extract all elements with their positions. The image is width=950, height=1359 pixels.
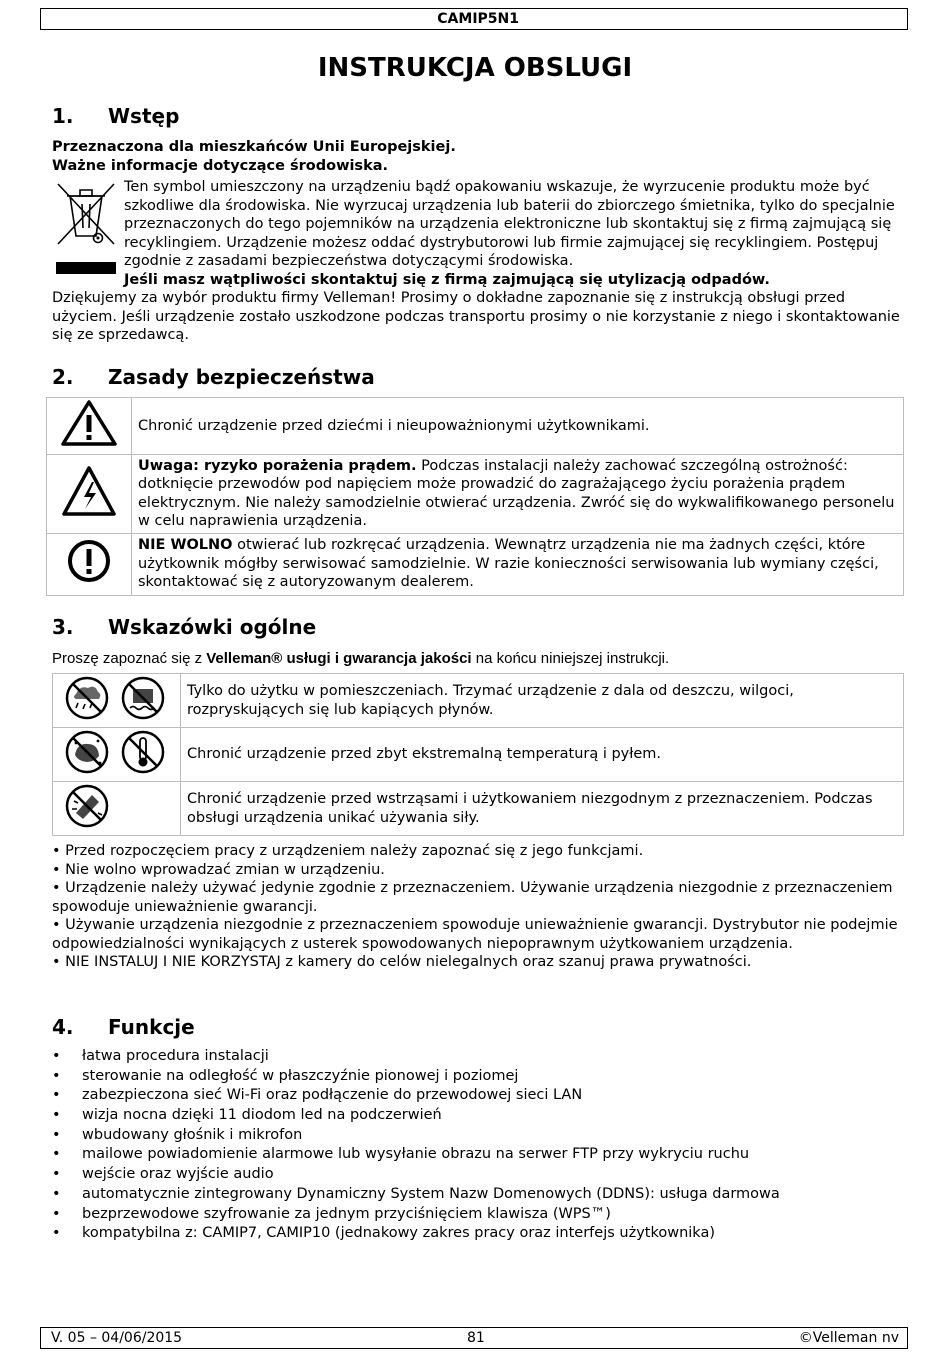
copyright: ©Velleman nv: [798, 1330, 899, 1346]
version: V. 05 – 04/06/2015: [51, 1330, 183, 1346]
list-item: • NIE INSTALUJ I NIE KORZYSTAJ z kamery do celów nielegalnych oraz szanuj prawa prywatności.: [52, 954, 752, 970]
no-rain-icons: [62, 675, 172, 721]
list-item: • bezprzewodowe szyfrowanie za jednym przyciśnięciem klawisza (WPS™): [52, 1205, 780, 1225]
section-2-heading: 2. Zasady bezpieczeństwa: [52, 365, 375, 389]
list-item: • łatwa procedura instalacji: [52, 1047, 780, 1067]
general-bullets: [52, 842, 902, 972]
section-4-heading: 4. Funkcje: [52, 1015, 195, 1039]
electric-shock-icon: [47, 454, 132, 533]
page-footer: [40, 1327, 908, 1349]
guidelines-table: [52, 673, 904, 836]
section-1-heading: 1. Wstęp: [52, 104, 180, 128]
weee-bar: [56, 262, 116, 274]
features-list: [52, 1047, 780, 1244]
thanks-text: Dziękujemy za wybór produktu firmy Velleman! Prosimy o dokładne zapoznanie się z instrukcją obsługi przed użyciem. Jeśli urządzenie zostało uszkodzone podczas transportu prosimy o nie korzystanie z niego i skontaktowanie się ze sprzedawcą.: [52, 290, 900, 343]
safety-row-open: NIE WOLNO otwierać lub rozkręcać urządzenia. Wewnątrz urządzenia nie ma żadnych części, które użytkownik mógłby serwisować samodzielnie. W razie konieczności serwisowania lub wymiany części, skontaktować się z autoryzowanym dealerem.: [132, 533, 904, 595]
weee-bin-icon: [52, 178, 118, 248]
page-number: 81: [467, 1330, 485, 1346]
list-item: • Urządzenie należy używać jedynie zgodnie z przeznaczeniem. Używanie urządzenia niezgodnie z przeznaczeniem spowoduje unieważnienie gwarancji.: [52, 880, 893, 915]
list-item: • mailowe powiadomienie alarmowe lub wysyłanie obrazu na serwer FTP przy wykryciu ruchu: [52, 1145, 780, 1165]
list-item: • Przed rozpoczęciem pracy z urządzeniem należy zapoznać się z jego funkcjami.: [52, 843, 644, 859]
safety-row-children: Chronić urządzenie przed dziećmi i nieupoważnionymi użytkownikami.: [132, 398, 904, 455]
list-item: • Używanie urządzenia niezgodnie z przeznaczeniem spowoduje unieważnienie gwarancji. Dystrybutor nie podejmie odpowiedzialności wynikających z usterek spowodowanych niepoprawnym użytkowaniem urządzenia.: [52, 917, 898, 952]
no-shock-icon: [62, 783, 172, 829]
list-item: • wejście oraz wyjście audio: [52, 1165, 780, 1185]
page-header: [40, 8, 908, 30]
list-item: • zabezpieczona sieć Wi-Fi oraz podłączenie do przewodowej sieci LAN: [52, 1086, 780, 1106]
guideline-shock: Chronić urządzenie przed wstrząsami i użytkowaniem niezgodnym z przeznaczeniem. Podczas obsługi urządzenia unikać używania siły.: [181, 782, 904, 836]
list-item: • Nie wolno wprowadzać zmian w urządzeniu.: [52, 861, 385, 878]
model-code: CAMIP5N1: [437, 11, 519, 27]
no-dust-temperature-icons: [62, 729, 172, 775]
list-item: • automatycznie zintegrowany Dynamiczny System Nazw Domenowych (DDNS): usługa darmowa: [52, 1185, 780, 1205]
list-item: • kompatybilna z: CAMIP7, CAMIP10 (jednakowy zakres pracy oraz interfejs użytkownika): [52, 1224, 780, 1244]
guideline-indoor: Tylko do użytku w pomieszczeniach. Trzymać urządzenie z dala od deszczu, wilgoci, rozpryskujących się lub kapiących płynów.: [181, 674, 904, 728]
list-item: • sterowanie na odległość w płaszczyźnie pionowej i poziomej: [52, 1067, 780, 1087]
warning-triangle-icon: [47, 398, 132, 455]
weee-text: Ten symbol umieszczony na urządzeniu bądź opakowaniu wskazuje, że wyrzucenie produktu może być szkodliwe dla środowiska. Nie wyrzucaj urządzenia lub baterii do zbiorczego śmietnika, tylko do specjalnie przeznaczonych do tego pojemników na urządzenia elektroniczne lub skontaktuj się z firmą zajmującą się recyklingiem. Urządzenie możesz oddać dystrybutorowi lub firmie zajmującej się recyklingiem. Postępuj zgodnie z zasadami bezpieczeństwa dotyczącymi środowiska. Jeśli masz wątpliwości skontaktuj się z firmą zajmującą się utylizacją odpadów.: [124, 179, 895, 288]
safety-row-shock: Uwaga: ryzyko porażenia prądem. Podczas instalacji należy zachować szczególną ostrożność: dotknięcie przewodów pod napięciem może prowadzić do zagrażającego życiu porażenia prądem elektrycznym. Nie należy samodzielnie otwierać urządzenia. Zwróć się do wykwalifikowanego personelu w celu naprawienia urządzenia.: [132, 454, 904, 533]
eu-notice: Przeznaczona dla mieszkańców Unii Europejskiej. Ważne informacje dotyczące środowiska.: [52, 139, 456, 174]
list-item: • wbudowany głośnik i mikrofon: [52, 1126, 780, 1146]
exclamation-circle-icon: [47, 533, 132, 595]
document-title: INSTRUKCJA OBSLUGI: [317, 53, 633, 83]
safety-table: [46, 397, 904, 596]
guideline-temperature: Chronić urządzenie przed zbyt ekstremalną temperaturą i pyłem.: [181, 728, 904, 782]
list-item: • wizja nocna dzięki 11 diodom led na podczerwień: [52, 1106, 780, 1126]
section-3-heading: 3. Wskazówki ogólne: [52, 615, 317, 639]
service-intro: Proszę zapoznać się z Velleman® usługi i gwarancja jakości na końcu niniejszej instrukcji.: [52, 650, 670, 667]
